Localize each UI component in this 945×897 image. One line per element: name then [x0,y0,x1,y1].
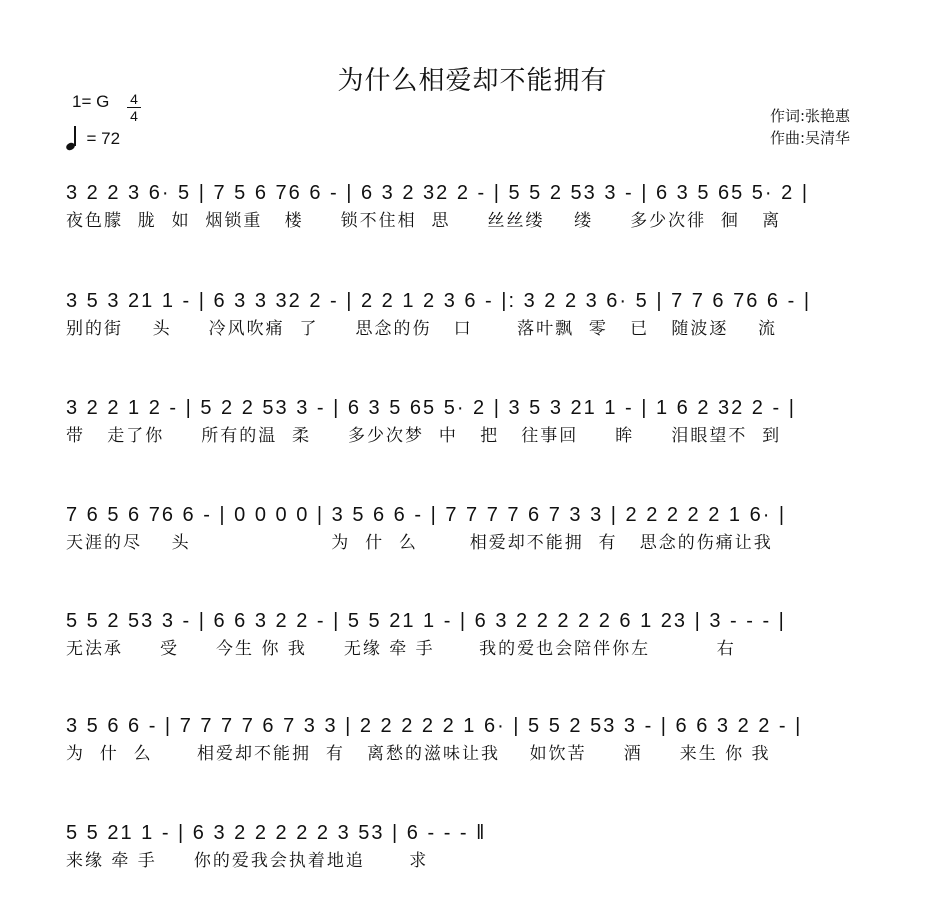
staff-line-7 [66,818,894,848]
song-title: 为什么相爱却不能拥有 [337,66,608,96]
lyrics-line-5: 无法承 受 今生 你 我 无缘 牵 手 我的爱也会陪伴你左 右 [66,639,736,659]
notation-line: 5 5 2 53 3 - | 6 6 3 2 2 - | 5 5 21 1 - | 6 3 2 2 2 2 2 6 1 23 | 3 - - - | [66,610,786,632]
staff-line-4 [66,500,894,530]
lyrics-line-4: 天涯的尽 头 为 什 么 相爱却不能拥 有 思念的伤痛让我 [66,533,773,553]
notation-line: 3 5 3 21 1 - | 6 3 3 32 2 - | 2 2 1 2 3 6 - |: 3 2 2 3 6· 5 | 7 7 6 76 6 - | [66,290,812,312]
lyrics-line-7: 来缘 牵 手 你的爱我会执着地追 求 [66,851,429,869]
staff-line-6 [66,711,894,741]
notation-line: 5 5 21 1 - | 6 3 2 2 2 2 2 3 53 | 6 - - - ‖ [66,822,487,844]
notation-line: 3 2 2 1 2 - | 5 2 2 53 3 - | 6 3 5 65 5· 2 | 3 5 3 21 1 - | 1 6 2 32 2 - | [66,397,796,419]
notation-line: 3 5 6 6 - | 7 7 7 7 6 7 3 3 | 2 2 2 2 2 1 6· | 5 5 2 53 3 - | 6 6 3 2 2 - | [66,715,803,737]
staff-line-2 [66,286,894,316]
notation-line: 7 6 5 6 76 6 - | 0 0 0 0 | 3 5 6 6 - | 7 7 7 7 6 7 3 3 | 2 2 2 2 2 1 6· | [66,504,787,526]
staff-line-1 [66,178,894,208]
time-sig-bottom: 4 [130,108,138,124]
staff-line-5 [66,606,894,636]
lyrics-line-6: 为 什 么 相爱却不能拥 有 离愁的滋味让我 如饮苦 酒 来生 你 我 [66,744,771,764]
lyrics-line-1: 夜色朦 胧 如 烟锁重 楼 锁不住相 思 丝丝缕 缕 多少次徘 徊 离 [66,211,782,231]
composer: 作曲:吴清华 [770,129,851,147]
lyricist: 作词:张艳惠 [770,107,851,125]
lyrics-line-2: 别的街 头 冷风吹痛 了 思念的伤 口 落叶飘 零 已 随波逐 流 [66,319,777,339]
notation-line: 3 2 2 3 6· 5 | 7 5 6 76 6 - | 6 3 2 32 2 - | 5 5 2 53 3 - | 6 3 5 65 5· 2 | [66,182,810,204]
key-signature: 1= G [72,92,110,111]
tempo-value: = 72 [86,129,121,148]
tempo-marking [66,129,120,149]
staff-line-3 [66,393,894,423]
time-sig-top: 4 [130,91,138,107]
credits [770,105,850,149]
time-signature [127,92,141,123]
lyrics-line-3: 带 走了你 所有的温 柔 多少次梦 中 把 往事回 眸 泪眼望不 到 [66,426,782,446]
